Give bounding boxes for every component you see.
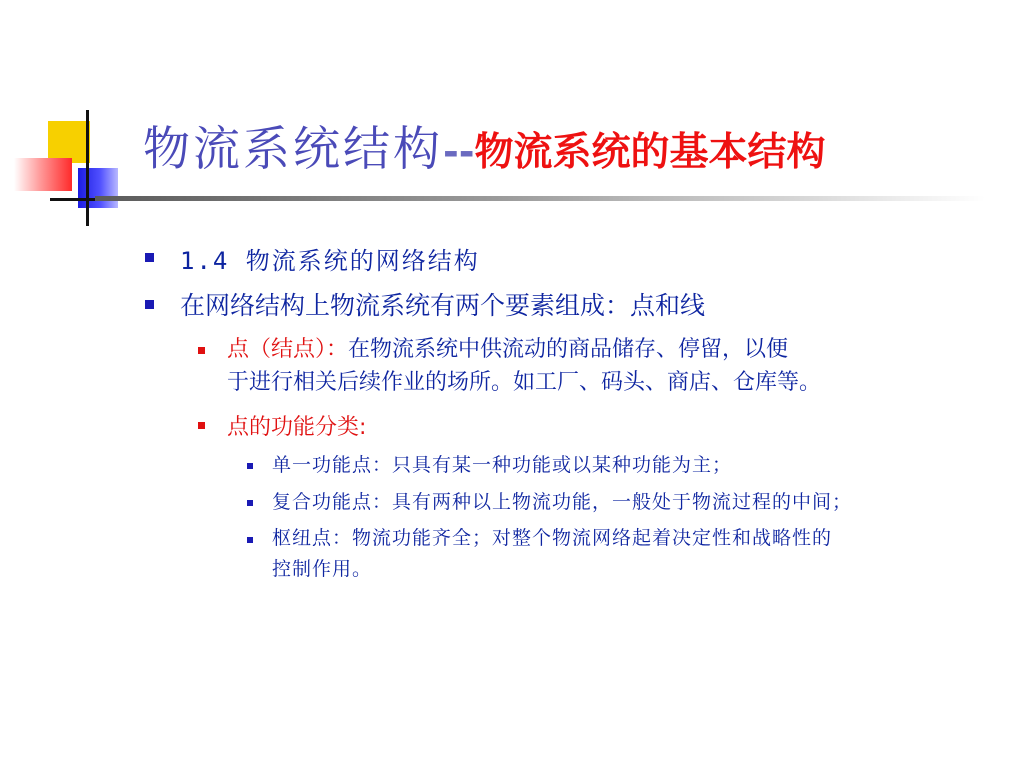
node-label: 点（结点）：: [227, 337, 349, 362]
square-bullet-icon: [198, 347, 205, 354]
square-bullet-icon: [247, 537, 253, 543]
node-definition-line2: 于进行相关后续作业的场所。如工厂、码头、商店、仓库等。: [227, 370, 822, 395]
title-main: 物流系统结构: [143, 122, 443, 177]
vertical-line-decoration: [86, 110, 89, 226]
title-dash: --: [443, 130, 475, 174]
square-bullet-icon: [198, 422, 205, 429]
bullet-text: 单一功能点：只具有某一种功能或以某种功能为主；: [272, 454, 733, 476]
square-bullet-icon: [145, 253, 154, 262]
square-bullet-icon: [247, 500, 253, 506]
title-subtitle: 物流系统的基本结构: [474, 130, 826, 175]
blue-square-decoration: [78, 168, 118, 208]
bullet-text: 点的功能分类:: [227, 415, 367, 440]
node-definition-text: 在物流系统中供流动的商品储存、停留，以便: [348, 337, 789, 362]
yellow-square-decoration: [48, 121, 90, 163]
bullet-text-line2: 控制作用。: [272, 558, 373, 580]
bullet-text: 在网络结构上物流系统有两个要素组成：点和线: [180, 291, 706, 320]
bullet-text: 复合功能点：具有两种以上物流功能，一般处于物流过程的中间；: [272, 491, 853, 513]
slide-title: [143, 122, 826, 177]
title-underline: [95, 196, 985, 201]
square-bullet-icon: [247, 463, 253, 469]
node-definition-line1: [227, 333, 788, 366]
square-bullet-icon: [145, 300, 154, 309]
bullet-text: 1.4 物流系统的网络结构: [180, 247, 480, 275]
bullet-text-line1: 枢纽点：物流功能齐全；对整个物流网络起着决定性和战略性的: [272, 527, 833, 549]
red-gradient-decoration: [14, 158, 72, 191]
